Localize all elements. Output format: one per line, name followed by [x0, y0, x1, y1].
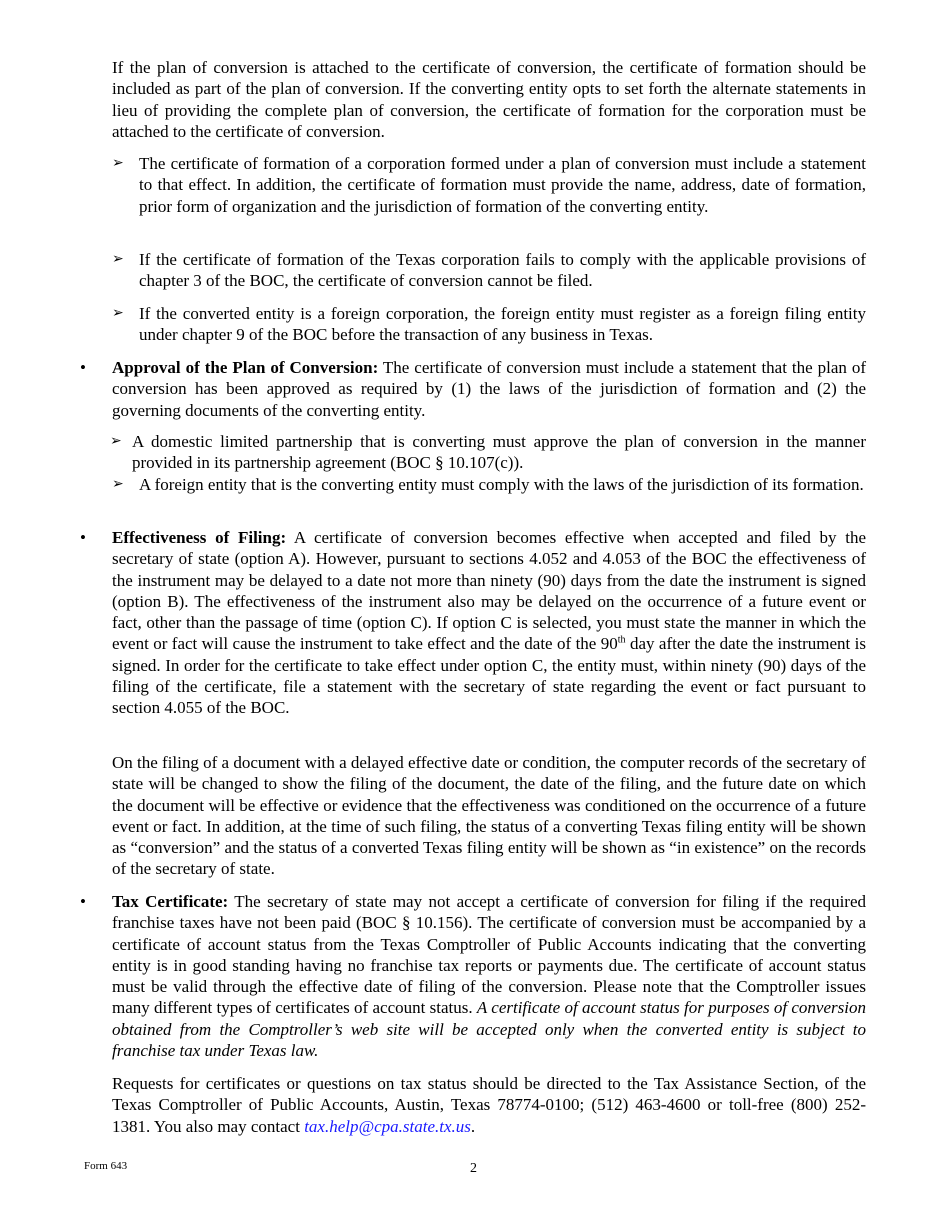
list-item: [112, 303, 866, 346]
approval-paragraph: [112, 357, 866, 421]
email-suffix: .: [470, 1116, 476, 1136]
tax-paragraph: [112, 891, 866, 1061]
arrow-bullet-icon: ➢: [110, 434, 122, 449]
effectiveness-section: [80, 527, 866, 719]
effectiveness-paragraph: [112, 527, 866, 719]
effectiveness-text-a: A certificate of conversion becomes effective when accepted and filed by the secretary of state (option A). However, pursuant to sections 4.052 and 4.053 of the BOC the effectiveness of the instrument may be delayed to a date not more than ninety (90) days from the date the instrument is signed (option B). The effectiveness of the instrument also may be delayed on the occurrence of a future event or fact, other than the passage of time (option C). If option C is selected, you must state the manner in which the event or fact will cause the instrument to take effect and the date of the 90: [112, 528, 867, 654]
approval-text: The certificate of conversion must include a statement that the plan of conversion has been approved as required by (1) the laws of the jurisdiction of formation and (2) the governing documents of the converting entity.: [112, 358, 866, 420]
effectiveness-heading: Effectiveness of Filing:: [112, 528, 287, 547]
delayed-filing-paragraph: On the filing of a document with a delayed effective date or condition, the computer records of the secretary of state will be changed to show the filing of the document, the date of the filing, and the future date on which the document will be effective or evidence that the effectiveness was conditioned on the occurrence of a future event or fact. In addition, at the time of such filing, the status of a converting Texas filing entity will be shown as “conversion” and the status of a converted Texas filing entity will be shown as “in existence” on the records of the secretary of state.: [112, 753, 867, 879]
list-item: [112, 474, 866, 495]
list-item: [112, 153, 866, 217]
tax-italic-note: A certificate of account status for purposes of conversion obtained from the Comptroller’s web site will be accepted only when the converted entity is subject to franchise tax under Texas law.: [112, 998, 866, 1061]
list-item-text: If the converted entity is a foreign corporation, the foreign entity must register as a foreign filing entity under chapter 9 of the BOC before the transaction of any business in Texas.: [139, 304, 866, 345]
email-link[interactable]: tax.help@cpa.state.tx.us: [304, 1116, 471, 1136]
approval-heading: Approval of the Plan of Conversion:: [112, 358, 379, 377]
arrow-bullet-icon: ➢: [112, 477, 124, 492]
bullet-icon: •: [80, 892, 86, 911]
arrow-bullet-icon: ➢: [112, 252, 124, 267]
list-item: [110, 431, 866, 474]
form-number: Form 643: [84, 1160, 128, 1172]
approval-section: [80, 357, 866, 421]
intro-paragraph: If the plan of conversion is attached to the certificate of conversion, the certificate of formation should be included as part of the plan of conversion. If the converting entity opts to set forth the alternate statements in lieu of providing the complete plan of conversion, the certificate of formation for the corporation must be attached to the certificate of conversion.: [112, 58, 866, 141]
list-item-text: A domestic limited partnership that is converting must approve the plan of conversion in the manner provided in its partnership agreement (BOC § 10.107(c)).: [132, 432, 866, 473]
tax-contact-text: Requests for certificates or questions on tax status should be directed to the Tax Assistance Section, of the Texas Comptroller of Public Accounts, Austin, Texas 78774-0100; (512) 463-4600 or toll-free (800) 252-1381. You also may contact: [112, 1074, 866, 1136]
page-number: 2: [470, 1161, 477, 1176]
tax-contact-paragraph: [112, 1073, 866, 1137]
bullet-icon: •: [80, 358, 86, 377]
list-item-text: If the certificate of formation of the Texas corporation fails to comply with the applicable provisions of chapter 3 of the BOC, the certificate of conversion cannot be filed.: [139, 250, 866, 291]
tax-text: The secretary of state may not accept a certificate of conversion for filing if the required franchise taxes have not been paid (BOC § 10.156). The certificate of conversion must be accompanied by a certificate of account status from the Texas Comptroller of Public Accounts indicating that the converting entity is in good standing having no franchise tax reports or payments due. The certificate of account status must be valid through the effective date of filing of the conversion. Please note that the Comptroller issues many different types of certificates of account status.: [112, 892, 867, 1018]
bullet-icon: •: [80, 528, 86, 547]
tax-heading: Tax Certificate:: [112, 892, 229, 911]
arrow-bullet-icon: ➢: [112, 306, 124, 321]
tax-section: [80, 891, 866, 1061]
list-item-text: A foreign entity that is the converting entity must comply with the laws of the jurisdiction of its formation.: [139, 475, 864, 494]
arrow-bullet-icon: ➢: [112, 156, 124, 171]
list-item-text: The certificate of formation of a corporation formed under a plan of conversion must include a statement to that effect. In addition, the certificate of formation must provide the name, address, date of formation, prior form of organization and the jurisdiction of formation of the converting entity.: [139, 154, 866, 216]
list-item: [112, 249, 866, 292]
ordinal-suffix: th: [617, 634, 626, 646]
effectiveness-text-b: day after the date the instrument is signed. In order for the certificate to take effect under option C, the entity must, within ninety (90) days of the filing of the certificate, file a statement with the secretary of state regarding the event or fact pursuant to section 4.055 of the BOC.: [112, 634, 866, 718]
